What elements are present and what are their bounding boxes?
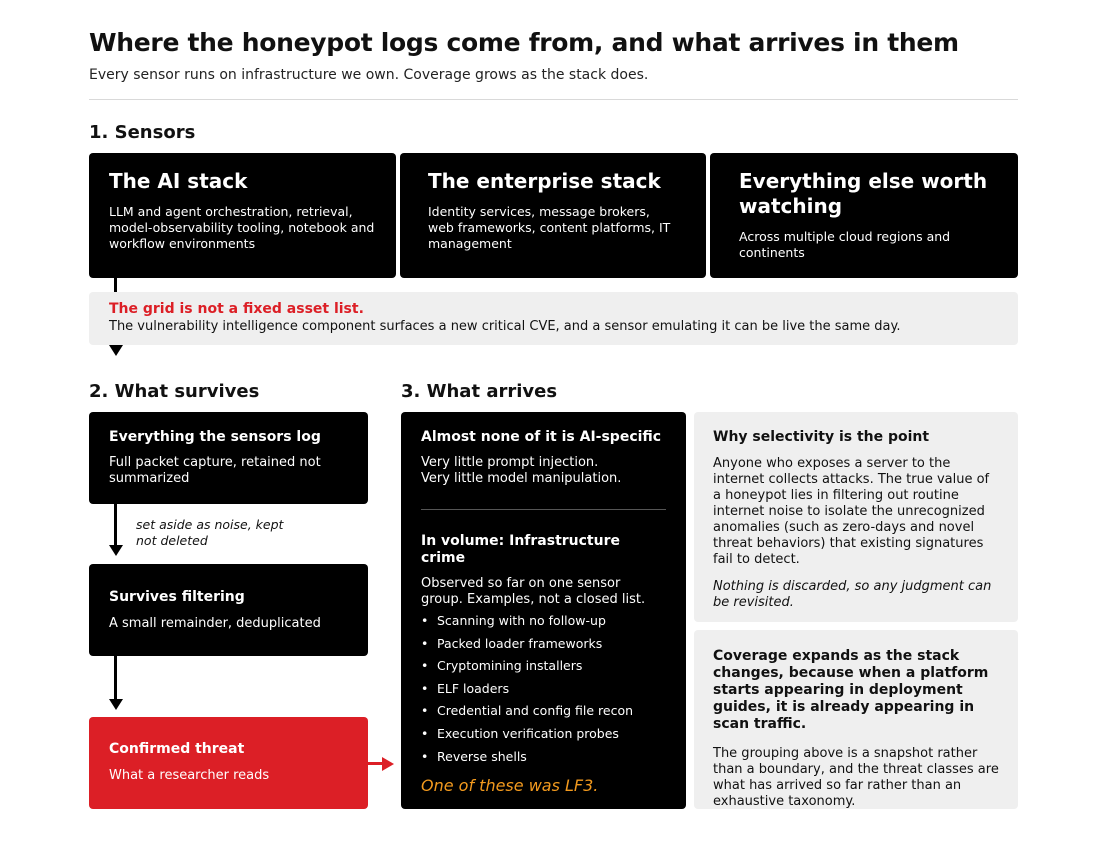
header-divider (89, 99, 1018, 100)
coverage-body: The grouping above is a snapshot rather than a boundary, and the threat classes are what has arrived so far rather than an exhaustive taxonomy. (713, 746, 999, 809)
threat-class-item: • Cryptomining installers (421, 655, 666, 678)
threat-to-arrives-line (368, 762, 382, 765)
stage-body: What a researcher reads (109, 768, 270, 783)
infra-crime-body: Observed so far on one sensor group. Examples, not a closed list. (421, 576, 646, 607)
sensor-grid-note-title: The grid is not a fixed asset list. (109, 301, 364, 317)
page-subtitle: Every sensor runs on infrastructure we own. Coverage grows as the stack does. (89, 67, 649, 83)
section-heading-survives: 2. What survives (89, 381, 260, 402)
flow-line-2 (114, 656, 117, 700)
sensor-card-body: Across multiple cloud regions and continents (739, 229, 951, 260)
selectivity-panel (694, 412, 1018, 622)
sensor-card-everything-else (710, 153, 1018, 278)
threat-class-item: • Execution verification probes (421, 723, 666, 746)
sensor-card-body: Identity services, message brokers, web frameworks, content platforms, IT management (428, 204, 671, 251)
threat-class-item: • Credential and config file recon (421, 700, 666, 723)
sensor-card-title: The AI stack (109, 169, 248, 193)
threat-class-item: • Reverse shells (421, 746, 666, 769)
section-heading-sensors: 1. Sensors (89, 122, 196, 143)
threat-class-list (421, 610, 666, 768)
arrives-panel (401, 412, 686, 809)
arrow-right-icon (382, 757, 394, 771)
noise-note: set aside as noise, kept not deleted (136, 517, 284, 548)
selectivity-body: Anyone who exposes a server to the internet collects attacks. The true value of a honeypot lies in filtering out routine internet noise to isolate the unrecognized anomalies (such as zero-days and novel threat behaviors) that existing signatures fail to detect. (713, 456, 990, 567)
sensor-card-enterprise-stack (400, 153, 706, 278)
stage-title: Survives filtering (109, 589, 245, 605)
threat-class-item: • Scanning with no follow-up (421, 610, 666, 633)
sensor-grid-note (89, 292, 1018, 345)
page-title: Where the honeypot logs come from, and what arrives in them (89, 28, 959, 57)
arrives-divider (421, 509, 666, 510)
sensor-grid-note-body: The vulnerability intelligence component surfaces a new critical CVE, and a sensor emulating it can be live the same day. (109, 319, 901, 334)
infra-crime-title: In volume: Infrastructure crime (421, 533, 620, 566)
arrow-down-icon (109, 545, 123, 556)
stage-survives-filtering (89, 564, 368, 656)
lf3-callout: One of these was LF3. (421, 776, 599, 796)
threat-class-item: • ELF loaders (421, 678, 666, 701)
coverage-panel (694, 630, 1018, 809)
stage-title: Everything the sensors log (109, 429, 321, 445)
coverage-title: Coverage expands as the stack changes, because when a platform starts appearing in deployment guides, it is already appearing in scan traffic. (713, 648, 989, 732)
stage-confirmed-threat (89, 717, 368, 809)
sensor-card-title: The enterprise stack (428, 169, 661, 193)
threat-class-item: • Packed loader frameworks (421, 633, 666, 656)
stage-body: Full packet capture, retained not summarized (109, 455, 321, 486)
arrow-down-icon (109, 345, 123, 356)
flow-line-1 (114, 504, 117, 546)
sensor-card-title: Everything else worth watching (739, 169, 988, 218)
ai-specific-body: Very little prompt injection. Very little model manipulation. (421, 455, 622, 486)
stage-body: A small remainder, deduplicated (109, 616, 321, 631)
sensor-card-body: LLM and agent orchestration, retrieval, model-observability tooling, notebook and workflow environments (109, 204, 375, 251)
sensor-card-ai-stack (89, 153, 396, 278)
ai-specific-title: Almost none of it is AI-specific (421, 429, 662, 445)
section-heading-arrives: 3. What arrives (401, 381, 558, 402)
arrow-down-icon (109, 699, 123, 710)
selectivity-title: Why selectivity is the point (713, 429, 930, 445)
stage-everything-logged (89, 412, 368, 504)
stage-title: Confirmed threat (109, 741, 245, 757)
selectivity-note: Nothing is discarded, so any judgment can be revisited. (713, 579, 992, 610)
